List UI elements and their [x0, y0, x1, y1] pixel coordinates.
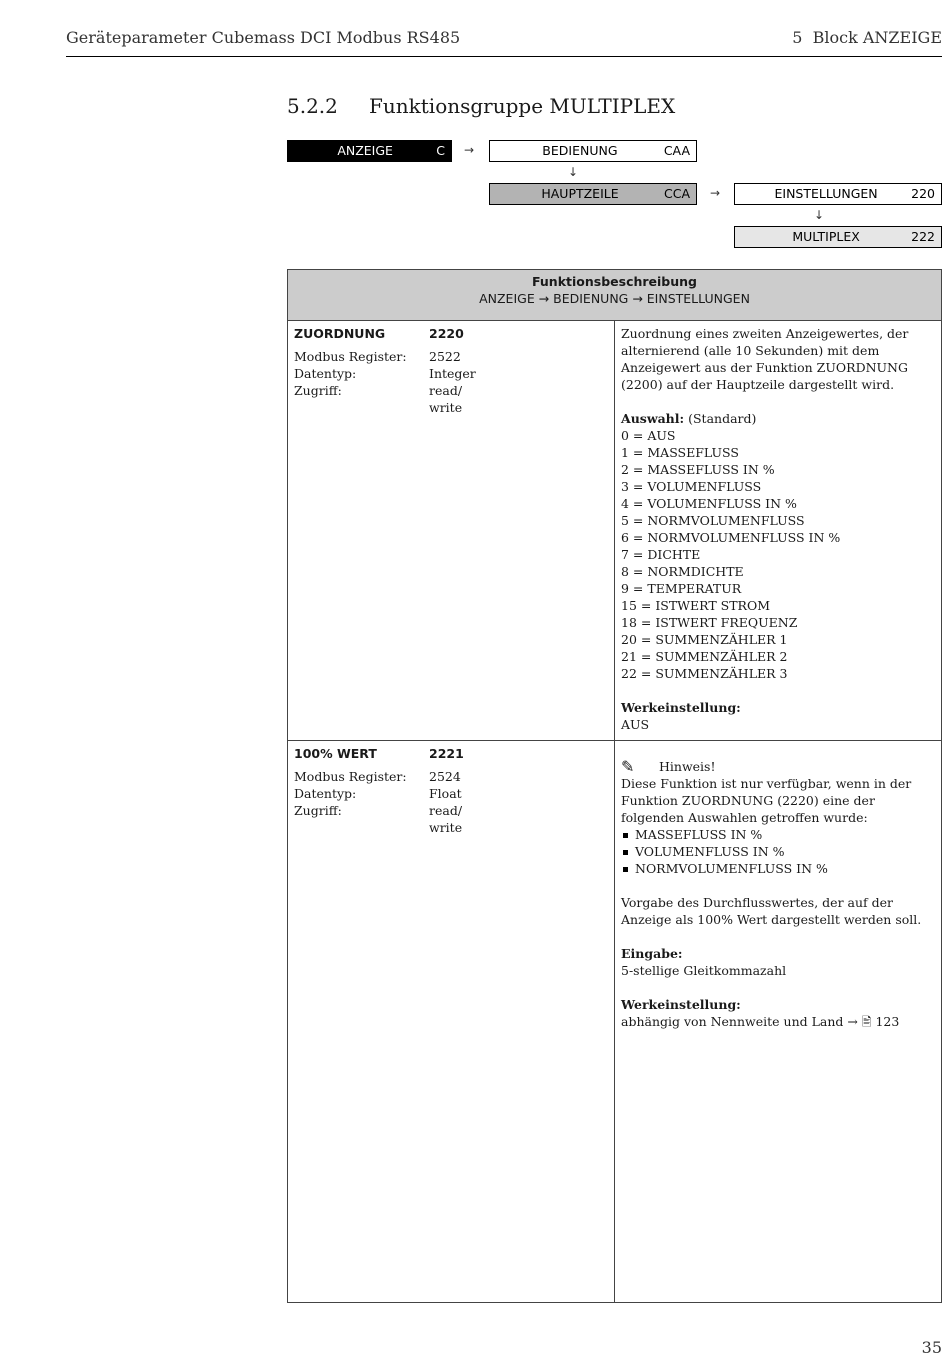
arrow-down-icon: ↓ [568, 165, 579, 179]
selection-option: 18 = ISTWERT FREQUENZ [621, 615, 798, 630]
selection-option: 5 = NORMVOLUMENFLUSS [621, 513, 805, 528]
param-description-cell [615, 741, 942, 1303]
default-label: Werkeinstellung: [621, 997, 741, 1012]
datatype-value: Integer [429, 366, 476, 381]
nav-box-label: HAUPTZEILE [541, 186, 619, 201]
selection-option: 2 = MASSEFLUSS IN % [621, 462, 775, 477]
datatype-label: Datentyp: [294, 786, 357, 801]
selection-option: 1 = MASSEFLUSS [621, 445, 739, 460]
param-description: Vorgabe des Durchflusswertes, der auf der Anzeige als 100% Wert dargestellt werden soll. [621, 895, 922, 927]
selection-option: 9 = TEMPERATUR [621, 581, 742, 596]
section-heading [287, 94, 675, 118]
access-label: Zugriff: [294, 383, 342, 398]
page-reference-icon: 🖹 [861, 1015, 872, 1029]
note-bullet-item: NORMVOLUMENFLUSS IN % [621, 860, 935, 877]
pencil-note-icon: ✎ [621, 757, 635, 776]
nav-box-label: BEDIENUNG [542, 143, 618, 158]
section-number: 5.2.2 [287, 94, 338, 118]
param-name: ZUORDNUNG [294, 326, 386, 341]
input-value: 5-stellige Gleitkommazahl [621, 963, 787, 978]
nav-box-code: 222 [911, 229, 935, 244]
selection-option: 15 = ISTWERT STROM [621, 598, 770, 613]
modbus-register-value: 2524 [429, 769, 461, 784]
selection-option: 7 = DICHTE [621, 547, 701, 562]
access-value: read/ write [429, 383, 463, 415]
param-info-cell [288, 741, 615, 1303]
nav-box-code: CAA [663, 143, 690, 158]
selection-option: 4 = VOLUMENFLUSS IN % [621, 496, 797, 511]
selection-option: 20 = SUMMENZÄHLER 1 [621, 632, 788, 647]
note-bullet-item: VOLUMENFLUSS IN % [621, 843, 935, 860]
note-label: Hinweis! [659, 759, 716, 774]
selection-option: 0 = AUS [621, 428, 676, 443]
selection-heading [621, 410, 935, 427]
table-row-zuordnung [288, 321, 942, 741]
selection-option: 3 = VOLUMENFLUSS [621, 479, 762, 494]
nav-box-hauptzeile [489, 183, 697, 205]
table-row-100-wert [288, 741, 942, 1303]
selection-suffix: (Standard) [684, 411, 757, 426]
selection-option: 8 = NORMDICHTE [621, 564, 744, 579]
nav-box-einstellungen [734, 183, 942, 205]
datatype-label: Datentyp: [294, 366, 357, 381]
modbus-register-label: Modbus Register: [294, 349, 407, 364]
running-header-title: Geräteparameter Cubemass DCI Modbus RS485 [66, 28, 461, 47]
access-label: Zugriff: [294, 803, 342, 818]
input-label: Eingabe: [621, 946, 683, 961]
note-bullet-list [621, 826, 935, 877]
selection-label: Auswahl: [621, 411, 685, 426]
nav-box-label: ANZEIGE [337, 143, 393, 158]
function-table-header [288, 270, 942, 321]
function-table [287, 269, 942, 1303]
nav-box-code: CCA [663, 186, 690, 201]
note-heading [621, 758, 935, 775]
param-description-cell [615, 321, 942, 741]
nav-box-label: EINSTELLUNGEN [774, 186, 878, 201]
param-info-cell [288, 321, 615, 741]
note-text: Diese Funktion ist nur verfügbar, wenn in der Funktion ZUORDNUNG (2220) eine der folgenden Auswahlen getroffen wurde: [621, 776, 912, 825]
param-code: 2220 [429, 326, 464, 341]
nav-box-bedienung [489, 140, 697, 162]
modbus-register-label: Modbus Register: [294, 769, 407, 784]
modbus-register-value: 2522 [429, 349, 461, 364]
param-description: Zuordnung eines zweiten Anzeigewertes, der alternierend (alle 10 Sekunden) mit dem Anzeigewert aus der Funktion ZUORDNUNG (2200) auf der Hauptzeile dargestellt wird. [621, 326, 909, 392]
page-number: 35 [921, 1338, 942, 1357]
nav-box-label: MULTIPLEX [792, 229, 860, 244]
nav-box-multiplex [734, 226, 942, 248]
running-header-chapter: 5 Block ANZEIGE [792, 28, 942, 47]
arrow-right-icon: → [710, 186, 721, 200]
datatype-value: Float [429, 786, 462, 801]
arrow-down-icon: ↓ [814, 208, 825, 222]
table-header-title: Funktionsbeschreibung [531, 274, 697, 289]
selection-option: 21 = SUMMENZÄHLER 2 [621, 649, 788, 664]
note-bullet-item: MASSEFLUSS IN % [621, 826, 935, 843]
header-rule [66, 56, 942, 57]
table-header-path: ANZEIGE → BEDIENUNG → EINSTELLUNGEN [479, 291, 750, 306]
arrow-right-icon: → [464, 143, 475, 157]
selection-option: 22 = SUMMENZÄHLER 3 [621, 666, 788, 681]
selection-options [621, 427, 935, 682]
nav-box-code: C [436, 143, 445, 158]
nav-box-code: 220 [911, 186, 935, 201]
param-code: 2221 [429, 746, 464, 761]
default-value-line [621, 1013, 935, 1031]
default-value: AUS [621, 717, 650, 732]
page-reference[interactable]: 123 [875, 1014, 900, 1029]
default-label: Werkeinstellung: [621, 700, 741, 715]
nav-box-anzeige [287, 140, 452, 162]
default-value: abhängig von Nennweite und Land → [621, 1014, 858, 1029]
param-name: 100% WERT [294, 746, 377, 761]
selection-option: 6 = NORMVOLUMENFLUSS IN % [621, 530, 841, 545]
section-title: Funktionsgruppe MULTIPLEX [369, 94, 676, 118]
access-value: read/ write [429, 803, 463, 835]
